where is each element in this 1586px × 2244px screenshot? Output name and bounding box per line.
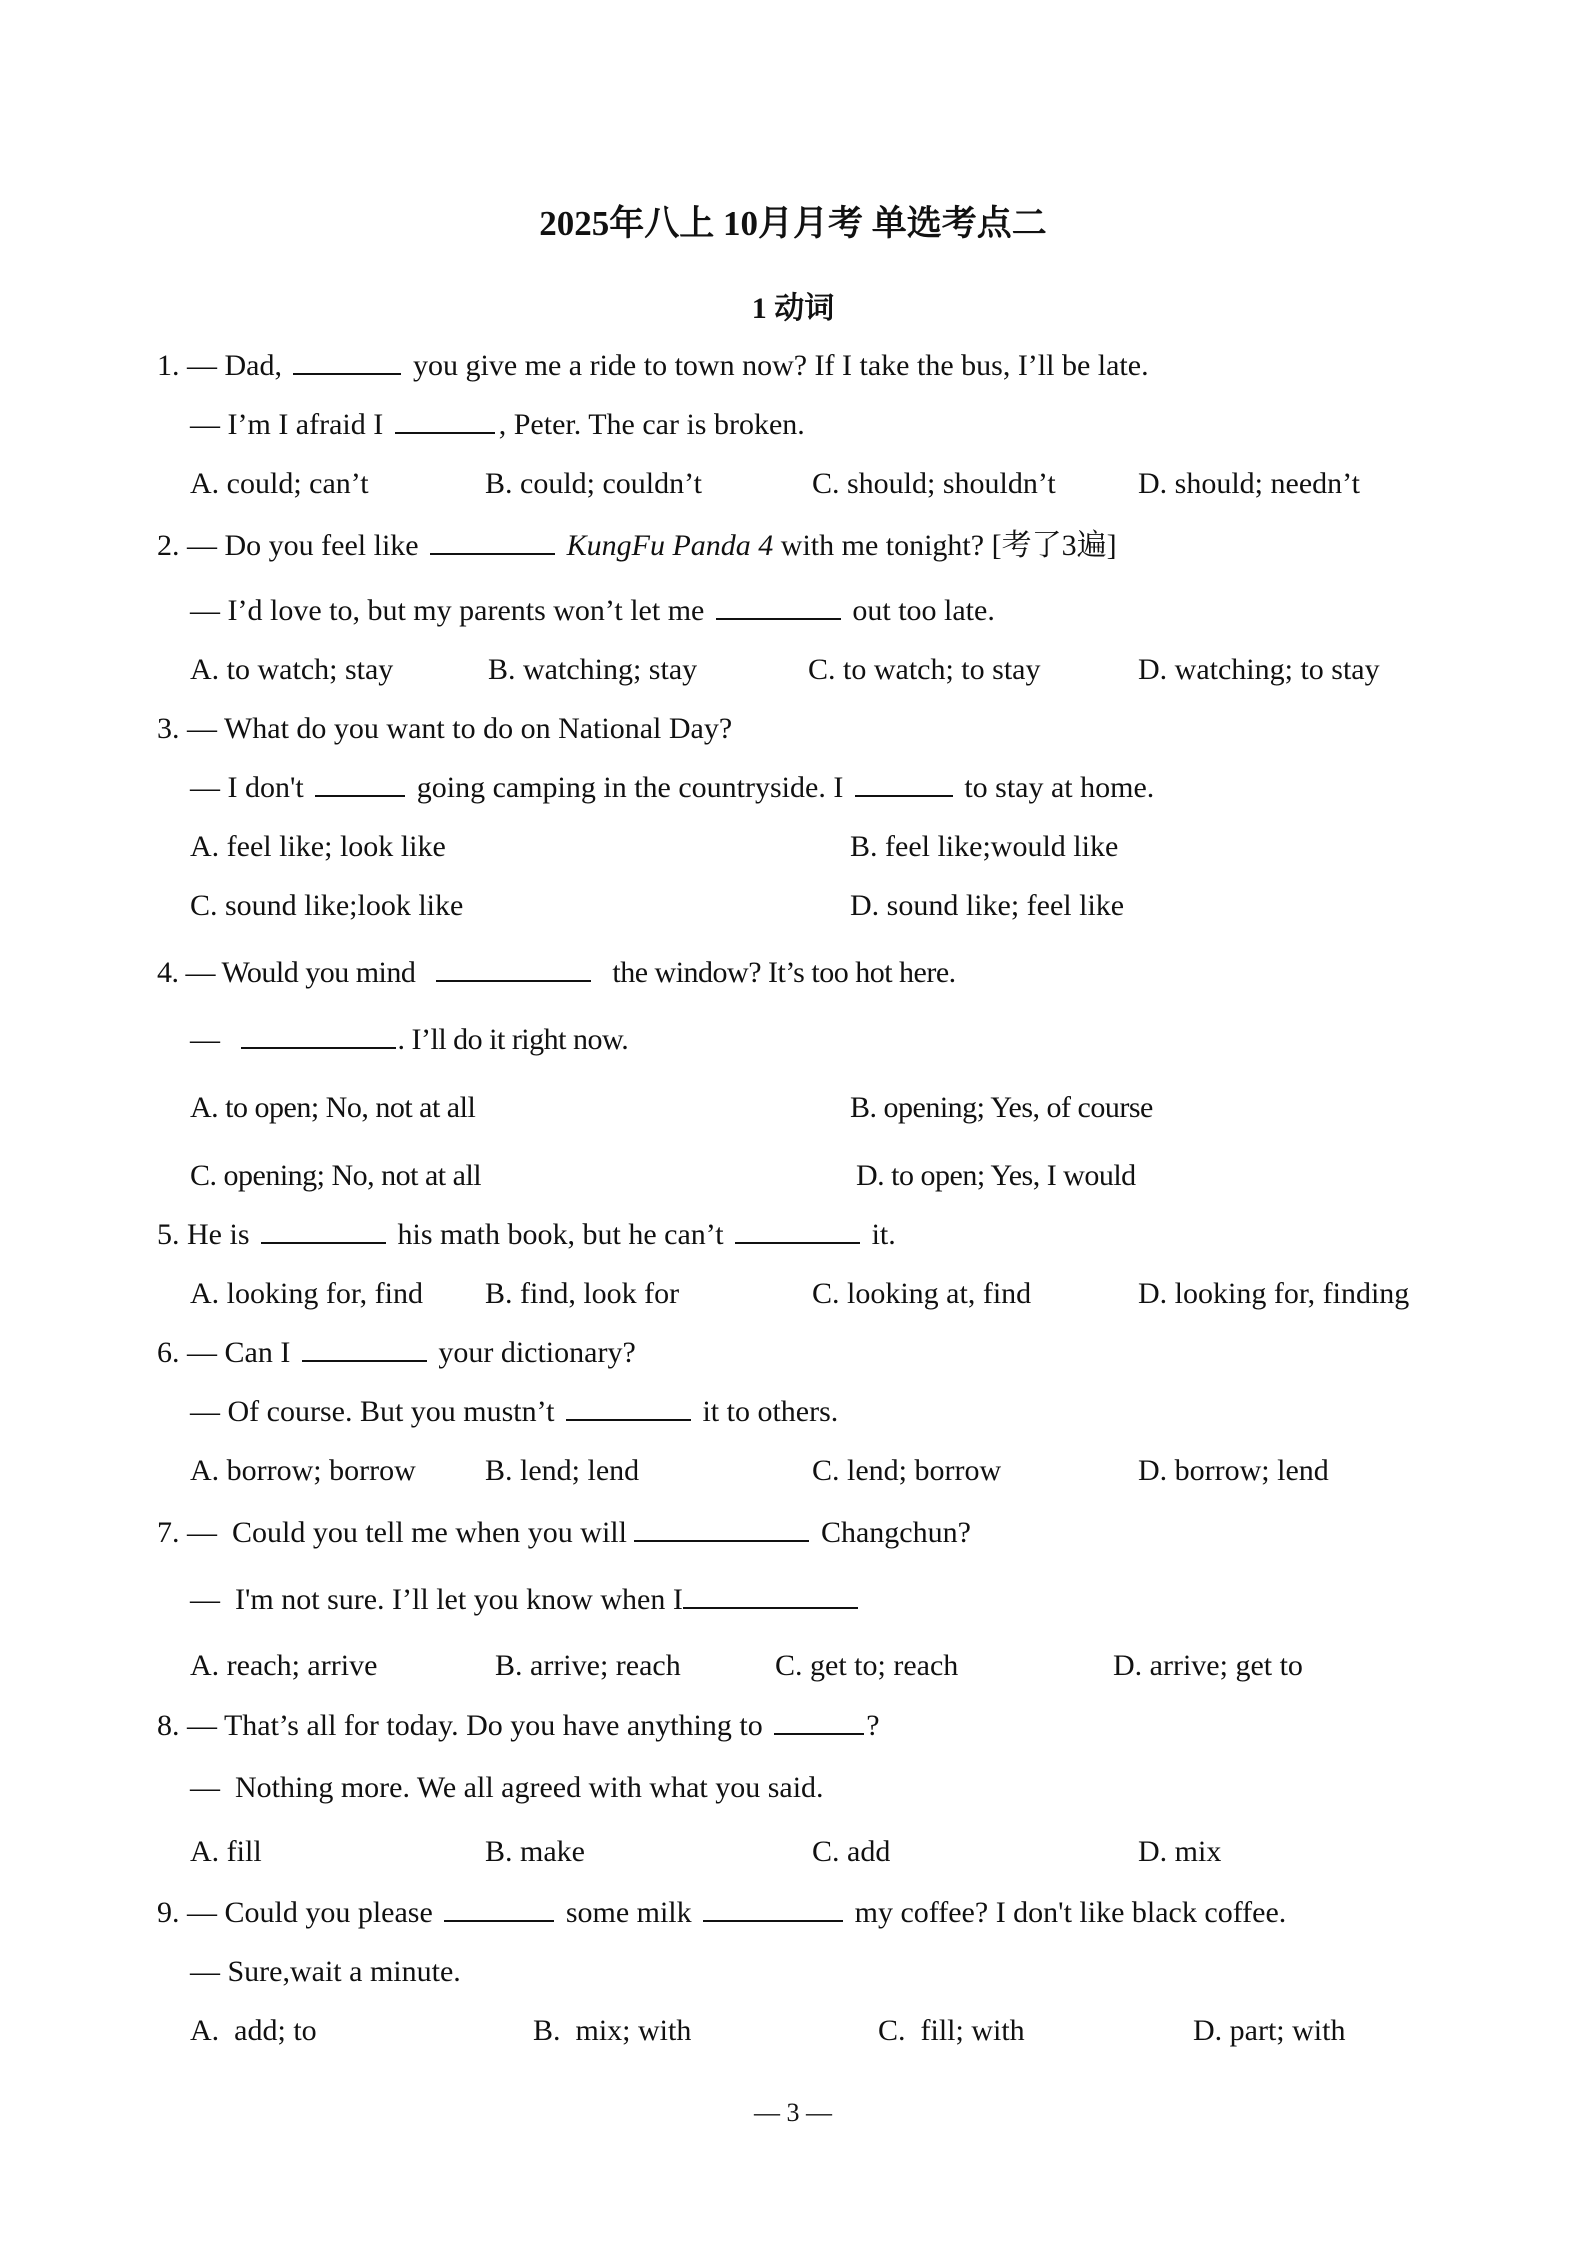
option-c: C. fill; with — [878, 2014, 1025, 2047]
option-c: C. get to; reach — [775, 1649, 959, 1682]
option-a: A. feel like; look like — [190, 830, 446, 863]
option-d: D. should; needn’t — [1138, 467, 1360, 500]
answer-blank — [315, 769, 405, 797]
answer-blank — [735, 1216, 860, 1244]
section-heading: 1 动词 — [751, 292, 835, 325]
option-c: C. add — [812, 1835, 891, 1868]
option-b: B. lend; lend — [485, 1454, 640, 1487]
question-2-prompt: 2. — Do you feel like KungFu Panda 4 with me tonight? [考了3遍] — [157, 529, 1117, 562]
option-b: B. feel like;would like — [850, 830, 1119, 863]
option-b: B. opening; Yes, of course — [850, 1091, 1153, 1124]
option-d: D. looking for, finding — [1138, 1277, 1410, 1310]
option-c: C. lend; borrow — [812, 1454, 1002, 1487]
option-c: C. should; shouldn’t — [812, 467, 1056, 500]
question-2-reply: — I’d love to, but my parents won’t let me out too late. — [190, 594, 995, 627]
question-7-prompt: 7. — Could you tell me when you will Changchun? — [157, 1516, 971, 1549]
question-6-prompt: 6. — Can I your dictionary? — [157, 1336, 636, 1369]
option-a: A. fill — [190, 1835, 262, 1868]
question-8-reply: — Nothing more. We all agreed with what you said. — [190, 1771, 824, 1804]
option-d: D. arrive; get to — [1113, 1649, 1303, 1682]
option-b: B. find, look for — [485, 1277, 680, 1310]
option-a: A. reach; arrive — [190, 1649, 378, 1682]
option-a: A. to open; No, not at all — [190, 1091, 476, 1124]
question-4-reply: — . I’ll do it right now. — [190, 1023, 629, 1056]
answer-blank — [444, 1894, 554, 1922]
question-3-prompt: 3. — What do you want to do on National Day? — [157, 712, 733, 745]
option-b: B. mix; with — [533, 2014, 692, 2047]
option-d: D. watching; to stay — [1138, 653, 1380, 686]
option-d: D. to open; Yes, I would — [856, 1159, 1136, 1192]
option-d: D. borrow; lend — [1138, 1454, 1329, 1487]
question-3-reply: — I don't going camping in the countryside. I to stay at home. — [190, 771, 1155, 804]
answer-blank — [634, 1514, 809, 1542]
option-d: D. sound like; feel like — [850, 889, 1125, 922]
answer-blank — [261, 1216, 386, 1244]
question-9-reply: — Sure,wait a minute. — [190, 1955, 461, 1988]
answer-blank — [395, 406, 495, 434]
question-9-prompt: 9. — Could you please some milk my coffee? I don't like black coffee. — [157, 1896, 1287, 1929]
question-1-prompt: 1. — Dad, you give me a ride to town now? If I take the bus, I’ll be late. — [157, 349, 1149, 382]
option-c: C. to watch; to stay — [808, 653, 1041, 686]
question-6-reply: — Of course. But you mustn’t it to others. — [190, 1395, 839, 1428]
option-c: C. sound like;look like — [190, 889, 464, 922]
answer-blank — [430, 527, 555, 555]
answer-blank — [293, 347, 401, 375]
answer-blank — [703, 1894, 843, 1922]
document-title: 2025年八上 10月月考 单选考点二 — [539, 204, 1047, 243]
option-b: B. arrive; reach — [495, 1649, 681, 1682]
option-c: C. looking at, find — [812, 1277, 1032, 1310]
answer-blank — [436, 954, 591, 982]
answer-blank — [774, 1707, 864, 1735]
answer-blank — [566, 1393, 691, 1421]
answer-blank — [302, 1334, 427, 1362]
option-b: B. watching; stay — [488, 653, 698, 686]
option-b: B. make — [485, 1835, 585, 1868]
option-a: A. to watch; stay — [190, 653, 394, 686]
question-8-prompt: 8. — That’s all for today. Do you have anything to ? — [157, 1709, 880, 1742]
question-1-reply: — I’m I afraid I , Peter. The car is broken. — [190, 408, 805, 441]
option-a: A. looking for, find — [190, 1277, 423, 1310]
option-c: C. opening; No, not at all — [190, 1159, 482, 1192]
answer-blank — [241, 1021, 396, 1049]
page-number: — 3 — — [754, 2098, 832, 2127]
option-a: A. could; can’t — [190, 467, 369, 500]
answer-blank — [855, 769, 953, 797]
answer-blank — [716, 592, 841, 620]
option-a: A. add; to — [190, 2014, 317, 2047]
option-a: A. borrow; borrow — [190, 1454, 416, 1487]
question-7-reply: — I'm not sure. I’ll let you know when I — [190, 1580, 858, 1620]
question-4-prompt: 4. — Would you mind the window? It’s too hot here. — [157, 956, 956, 989]
option-b: B. could; couldn’t — [485, 467, 702, 500]
option-d: D. part; with — [1193, 2014, 1346, 2047]
answer-blank — [683, 1581, 858, 1609]
question-5-prompt: 5. He is his math book, but he can’t it. — [157, 1218, 896, 1251]
option-d: D. mix — [1138, 1835, 1222, 1868]
